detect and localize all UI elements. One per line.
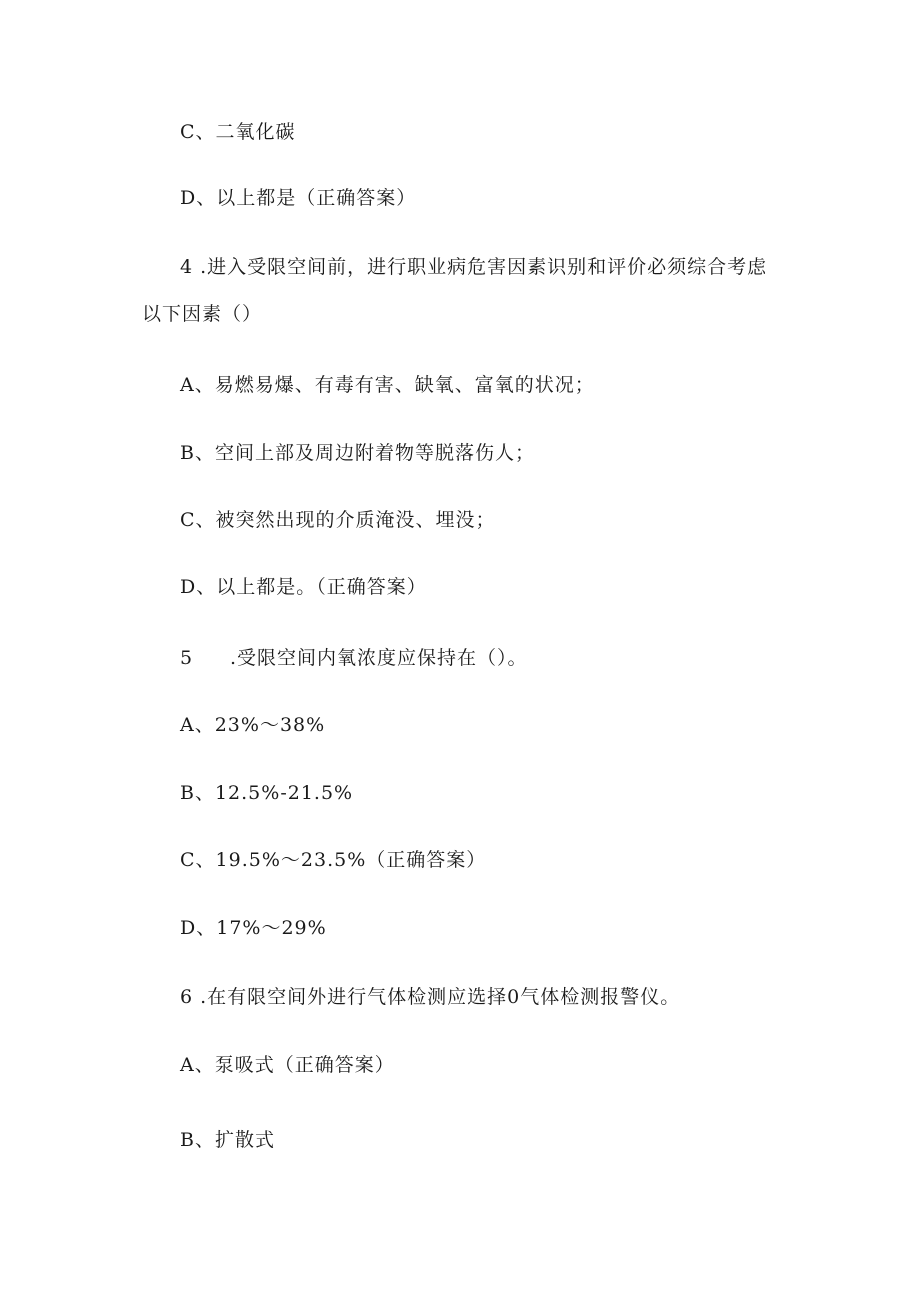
q3-option-d: D、以上都是（正确答案） [180, 187, 417, 209]
q5-option-a: A、23%～38% [180, 714, 326, 736]
q5-option-c: C、19.5%～23.5%（正确答案） [180, 849, 487, 871]
q5-number: 5 [180, 647, 194, 669]
q4-question-line1: 4 .进入受限空间前，进行职业病危害因素识别和评价必须综合考虑 [180, 256, 768, 278]
q6-option-b: B、扩散式 [180, 1129, 275, 1151]
q5-option-d: D、17%～29% [180, 917, 327, 939]
q4-option-c: C、被突然出现的介质淹没、埋没； [180, 509, 496, 531]
q6-option-a: A、泵吸式（正确答案） [180, 1054, 395, 1076]
q6-question: 6 .在有限空间外进行气体检测应选择0气体检测报警仪。 [180, 986, 681, 1008]
q5-question: .受限空间内氧浓度应保持在（）。 [230, 647, 528, 669]
q3-option-c: C、二氧化碳 [180, 121, 296, 143]
q4-question-line2: 以下因素（） [142, 303, 263, 325]
q4-option-b: B、空间上部及周边附着物等脱落伤人； [180, 442, 535, 464]
q4-option-a: A、易燃易爆、有毒有害、缺氧、富氧的状况； [180, 374, 595, 396]
q4-option-d: D、以上都是。（正确答案） [180, 576, 427, 598]
q5-option-b: B、12.5%-21.5% [180, 782, 354, 804]
